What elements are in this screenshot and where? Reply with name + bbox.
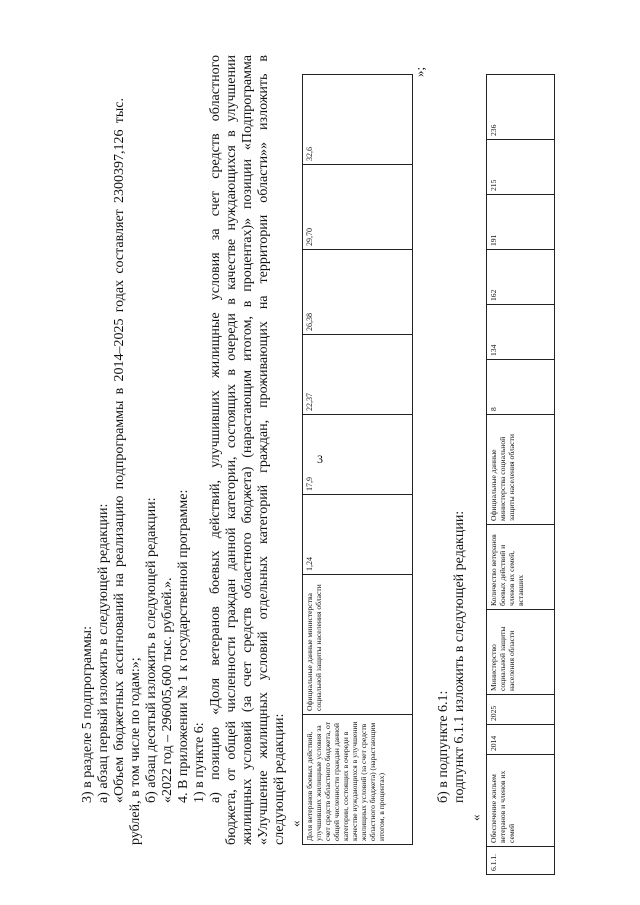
text-line: а) абзац первый изложить в следующей редакции: <box>96 503 111 803</box>
value-cell: 29,70 <box>303 165 413 250</box>
text-line: рублей, в том числе по годам:»; <box>128 657 143 845</box>
text-line: следующей редакции: <box>272 713 287 845</box>
indicator-table-1 <box>302 74 413 845</box>
text-line: а) позицию «Доля ветеранов боевых действий, улучшивших жилищные условия за счет средств областного <box>208 55 223 803</box>
name-cell: Обеспечение жильем ветеранов и членов их семей <box>487 755 555 847</box>
table-row <box>303 75 413 845</box>
source-cell: Официальные данные министерства социальной защиты населения области <box>303 575 413 715</box>
value-cell: 32,6 <box>303 75 413 165</box>
text-line: бюджета, от общей численности граждан данной категории, состоящих в очереди в качестве нуждающихся в улучшении <box>224 55 239 845</box>
number-cell: 6.1.1. <box>487 847 555 875</box>
table-row <box>487 75 555 875</box>
text-line: «Объем бюджетных ассигнований на реализацию подпрограммы в 2014–2025 годах составляет 2300397,126 тыс. <box>112 98 127 803</box>
value-cell: 236 <box>487 75 555 140</box>
text-line: жилищных условий (за счет средств областного бюджета) (нарастающим итогом, в процентах)» позиции «Подпрограмма <box>240 55 255 845</box>
text-line: «Улучшение жилищных условий отдельных категорий граждан, проживающих на территории области»» изложить в <box>256 55 271 845</box>
indicator-cell: Количество ветеранов боевых действий и членов их семей, вставших <box>487 525 555 610</box>
text-line: 1) в пункте 6: <box>192 722 207 803</box>
value-cell: 1,24 <box>303 495 413 575</box>
opening-quote: « <box>288 820 303 827</box>
value-cell: 8 <box>487 360 555 415</box>
executor-cell: Министерство социальной защиты населения области <box>487 610 555 695</box>
text-line: б) в подпункте 6.1: <box>436 690 451 803</box>
indicator-table-2 <box>486 74 555 875</box>
value-cell: 162 <box>487 250 555 305</box>
year-end-cell: 2025 <box>487 695 555 725</box>
value-cell: 26,38 <box>303 250 413 335</box>
value-cell: 22,37 <box>303 335 413 415</box>
page-number: 3 <box>317 452 323 466</box>
closing-quote: »; <box>412 66 427 77</box>
opening-quote: « <box>468 814 483 821</box>
value-cell: 215 <box>487 140 555 195</box>
text-line: б) абзац десятый изложить в следующей редакции: <box>144 497 159 803</box>
text-line: 3) в разделе 5 подпрограммы: <box>80 626 95 803</box>
indicator-cell: Доля ветеранов боевых действий, улучшивших жилищные условия за счет средств областного бюджета, от общей численности граждан данной категории, состоящих в очереди в качестве нуждающихся в улучшении жилищных условий (за счет средств областного бюджета) (нарастающим итогом, в процентах) <box>303 715 413 845</box>
text-line: 4. В приложении № 1 к государственной программе: <box>176 489 191 803</box>
value-cell: 191 <box>487 195 555 250</box>
year-start-cell: 2014 <box>487 725 555 755</box>
value-cell: 17,9 <box>303 415 413 495</box>
text-line: «2022 год – 296005,600 тыс. рублей.». <box>160 577 175 803</box>
source-cell: Официальные данные министерства социальной защиты населения области <box>487 415 555 525</box>
text-line: подпункт 6.1.1 изложить в следующей редакции: <box>452 510 467 803</box>
value-cell: 134 <box>487 305 555 360</box>
